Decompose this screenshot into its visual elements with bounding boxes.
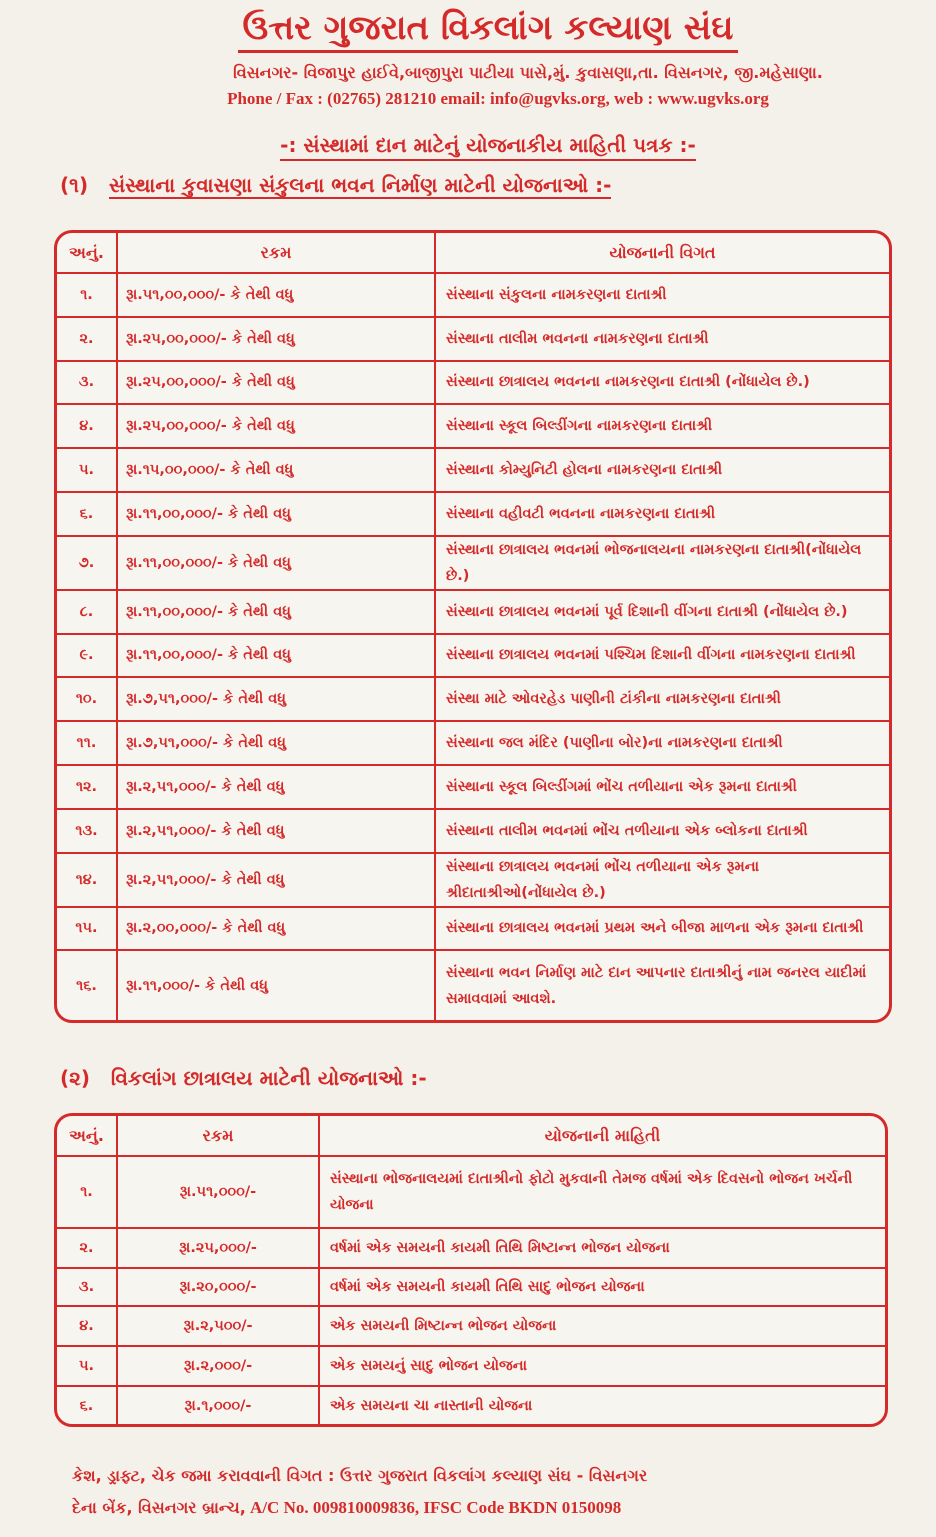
table-row [57, 317, 889, 361]
row-amount: રૂા.૭,૫૧,૦૦૦/- કે તેથી વધુ [117, 721, 435, 765]
row-serial: ૧૦. [57, 677, 117, 721]
row-description: વર્ષમાં એક સમયની કાયમી તિથિ મિષ્ટાન્ન ભોજન યોજના [319, 1228, 885, 1268]
row-serial: ૧૩. [57, 809, 117, 853]
section1-title: સંસ્થાના કુવાસણા સંકુલના ભવન નિર્માણ માટેની યોજનાઓ :- [108, 173, 612, 197]
row-amount: રૂા.૫૧,૦૦૦/- [117, 1156, 319, 1228]
row-description: એક સમયનું સાદુ ભોજન યોજના [319, 1346, 885, 1386]
contact-info: Phone / Fax : (02765) 281210 email: info@ugvks.org, web : www.ugvks.org [227, 89, 769, 108]
organization-address: વિસનગર- વિજાપુર હાઈવે,બાજીપુરા પાટીયા પાસે,મું. કુવાસણા,તા. વિસનગર, જી.મહેસાણા. [233, 63, 823, 82]
table-row [57, 765, 889, 809]
table-row [57, 1386, 885, 1424]
row-amount: રૂા.૨,૫૧,૦૦૦/- કે તેથી વધુ [117, 765, 435, 809]
row-serial: ૩. [57, 1268, 117, 1306]
row-amount: રૂા.૨,૦૦,૦૦૦/- કે તેથી વધુ [117, 907, 435, 951]
table-row [57, 536, 889, 590]
table-row [57, 1156, 885, 1228]
table-row [57, 853, 889, 907]
account-ifsc: A/C No. 009810009836, IFSC Code BKDN 0150098 [245, 1498, 622, 1517]
table-row [57, 950, 889, 1020]
row-description: સંસ્થાના જલ મંદિર (પાણીના બોર)ના નામકરણના દાતાશ્રી [435, 721, 889, 765]
row-serial: ૧૬. [57, 950, 117, 1020]
row-description: સંસ્થાના છાત્રાલય ભવનમાં પ્રથમ અને બીજા માળના એક રૂમના દાતાશ્રી [435, 907, 889, 951]
row-serial: ૮. [57, 590, 117, 634]
table-row [57, 809, 889, 853]
row-serial: ૧. [57, 1156, 117, 1228]
row-description: સંસ્થાના છાત્રાલય ભવનમાં ભોજનાલયના નામકરણના દાતાશ્રી(નોંધાયેલ છે.) [435, 536, 889, 590]
row-amount: રૂા.૨,૦૦૦/- [117, 1346, 319, 1386]
row-serial: ૬. [57, 492, 117, 536]
section2-heading [60, 1066, 427, 1090]
row-description: સંસ્થાના ભવન નિર્માણ માટે દાન આપનાર દાતાશ્રીનું નામ જનરલ યાદીમાં સમાવવામાં આવશે. [435, 950, 889, 1020]
row-amount: રૂા.૧૧,૦૦,૦૦૦/- કે તેથી વધુ [117, 634, 435, 678]
column-header-serial: અનું. [57, 233, 117, 273]
column-header-amount: રકમ [117, 1116, 319, 1156]
letterhead [0, 0, 936, 109]
section2-table [54, 1113, 888, 1427]
row-description: સંસ્થાના છાત્રાલય ભવનમાં પશ્ચિમ દિશાની વીંગના નામકરણના દાતાશ્રી [435, 634, 889, 678]
document-title-text: -: સંસ્થામાં દાન માટેનું યોજનાકીય માહિતી પત્રક :- [280, 133, 696, 161]
row-serial: ૯. [57, 634, 117, 678]
document-title [40, 133, 936, 157]
row-description: સંસ્થાના છાત્રાલય ભવનના નામકરણના દાતાશ્રી (નોંધાયેલ છે.) [435, 361, 889, 405]
column-header-details: યોજનાની વિગત [435, 233, 889, 273]
row-amount: રૂા.૨૫,૦૦,૦૦૦/- કે તેથી વધુ [117, 361, 435, 405]
row-amount: રૂા.૨,૫૧,૦૦૦/- કે તેથી વધુ [117, 853, 435, 907]
table-row [57, 590, 889, 634]
section2-title: વિકલાંગ છાત્રાલય માટેની યોજનાઓ :- [110, 1066, 427, 1090]
row-amount: રૂા.૧૧,૦૦૦/- કે તેથી વધુ [117, 950, 435, 1020]
table-row [57, 1268, 885, 1306]
row-serial: ૫. [57, 448, 117, 492]
row-serial: ૭. [57, 536, 117, 590]
row-amount: રૂા.૧૧,૦૦,૦૦૦/- કે તેથી વધુ [117, 536, 435, 590]
deposit-details-line: કેશ, ડ્રાફ્ટ, ચેક જમા કરાવવાની વિગત : ઉત્તર ગુજરાત વિકલાંગ કલ્યાણ સંઘ - વિસનગર [72, 1466, 648, 1485]
row-description: સંસ્થાના છાત્રાલય ભવનમાં ભોંચ તળીયાના એક રૂમના શ્રીદાતાશ્રીઓ(નોંધાયેલ છે.) [435, 853, 889, 907]
row-serial: ૧૫. [57, 907, 117, 951]
row-amount: રૂા.૨૫,૦૦,૦૦૦/- કે તેથી વધુ [117, 317, 435, 361]
row-amount: રૂા.૨,૫૧,૦૦૦/- કે તેથી વધુ [117, 809, 435, 853]
row-description: સંસ્થાના સ્કૂલ બિલ્ડીંગના નામકરણના દાતાશ્રી [435, 404, 889, 448]
table-row [57, 361, 889, 405]
row-serial: ૧૨. [57, 765, 117, 809]
row-serial: ૫. [57, 1346, 117, 1386]
row-amount: રૂા.૧,૦૦૦/- [117, 1386, 319, 1424]
table-row [57, 273, 889, 317]
row-amount: રૂા.૨૦,૦૦૦/- [117, 1268, 319, 1306]
column-header-details: યોજનાની માહિતી [319, 1116, 885, 1156]
row-serial: ૨. [57, 317, 117, 361]
bank-branch: દેના બેંક, વિસનગર બ્રાન્ચ, [72, 1498, 246, 1517]
row-amount: રૂા.૭,૫૧,૦૦૦/- કે તેથી વધુ [117, 677, 435, 721]
row-description: એક સમયની મિષ્ટાન્ન ભોજન યોજના [319, 1306, 885, 1346]
row-description: સંસ્થાના ભોજનાલયમાં દાતાશ્રીનો ફોટો મુકવાની તેમજ વર્ષમાં એક દિવસનો ભોજન ખર્ચની યોજના [319, 1156, 885, 1228]
row-description: સંસ્થાના કોમ્યુનિટી હોલના નામકરણના દાતાશ્રી [435, 448, 889, 492]
row-amount: રૂા.૧૧,૦૦,૦૦૦/- કે તેથી વધુ [117, 492, 435, 536]
row-description: સંસ્થાના સંકુલના નામકરણના દાતાશ્રી [435, 273, 889, 317]
row-description: એક સમયના ચા નાસ્તાની યોજના [319, 1386, 885, 1424]
table-row [57, 721, 889, 765]
row-description: સંસ્થા માટે ઓવરહેડ પાણીની ટાંકીના નામકરણના દાતાશ્રી [435, 677, 889, 721]
row-description: સંસ્થાના સ્કૂલ બિલ્ડીંગમાં ભોંચ તળીયાના એક રૂમના દાતાશ્રી [435, 765, 889, 809]
table-row [57, 1346, 885, 1386]
table-row [57, 1306, 885, 1346]
row-amount: રૂા.૨,૫૦૦/- [117, 1306, 319, 1346]
column-header-serial: અનું. [57, 1116, 117, 1156]
table-row [57, 492, 889, 536]
row-description: સંસ્થાના છાત્રાલય ભવનમાં પૂર્વ દિશાની વીંગના દાતાશ્રી (નોંધાયેલ છે.) [435, 590, 889, 634]
row-serial: ૨. [57, 1228, 117, 1268]
row-description: સંસ્થાના વહીવટી ભવનના નામકરણના દાતાશ્રી [435, 492, 889, 536]
row-description: સંસ્થાના તાલીમ ભવનમાં ભોંચ તળીયાના એક બ્લોકના દાતાશ્રી [435, 809, 889, 853]
row-serial: ૪. [57, 1306, 117, 1346]
table-header-row [57, 233, 889, 273]
row-serial: ૧૪. [57, 853, 117, 907]
row-amount: રૂા.૧૫,૦૦,૦૦૦/- કે તેથી વધુ [117, 448, 435, 492]
section1-number: (૧) [60, 173, 89, 197]
row-amount: રૂા.૧૧,૦૦,૦૦૦/- કે તેથી વધુ [117, 590, 435, 634]
bank-details [72, 1460, 647, 1524]
section2-number: (૨) [60, 1066, 91, 1090]
table-row [57, 907, 889, 951]
row-serial: ૧૧. [57, 721, 117, 765]
table-row [57, 404, 889, 448]
row-amount: રૂા.૨૫,૦૦,૦૦૦/- કે તેથી વધુ [117, 404, 435, 448]
table-row [57, 634, 889, 678]
row-description: સંસ્થાના તાલીમ ભવનના નામકરણના દાતાશ્રી [435, 317, 889, 361]
table-row [57, 677, 889, 721]
row-serial: ૩. [57, 361, 117, 405]
row-serial: ૧. [57, 273, 117, 317]
column-header-amount: રકમ [117, 233, 435, 273]
table-header-row [57, 1116, 885, 1156]
table-row [57, 1228, 885, 1268]
row-description: વર્ષમાં એક સમયની કાયમી તિથિ સાદુ ભોજન યોજના [319, 1268, 885, 1306]
table-row [57, 448, 889, 492]
section1-table [54, 230, 892, 1023]
row-amount: રૂા.૨૫,૦૦૦/- [117, 1228, 319, 1268]
organization-name: ઉત્તર ગુજરાત વિકલાંગ કલ્યાણ સંઘ [238, 6, 737, 53]
row-amount: રૂા.૫૧,૦૦,૦૦૦/- કે તેથી વધુ [117, 273, 435, 317]
row-serial: ૬. [57, 1386, 117, 1424]
row-serial: ૪. [57, 404, 117, 448]
bank-account-line [72, 1492, 647, 1524]
section1-heading [60, 173, 936, 197]
